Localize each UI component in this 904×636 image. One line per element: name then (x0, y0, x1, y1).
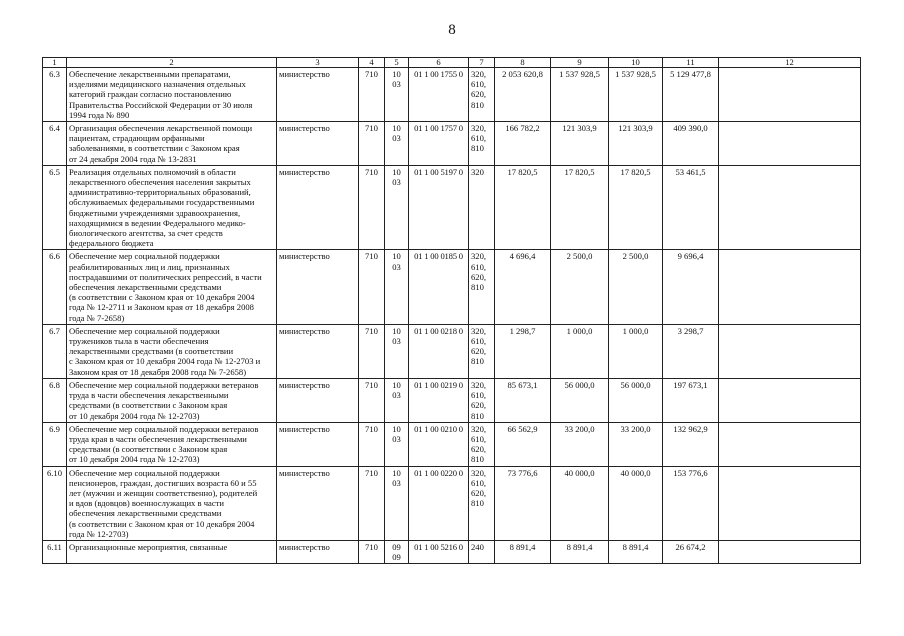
csr-code: 01 1 00 5216 0 (409, 540, 469, 563)
item-name-line: реабилитированных лиц и лиц, признанных (69, 261, 230, 272)
vr-code-line: 320, (471, 423, 487, 434)
csr-code: 01 1 00 0219 0 (409, 378, 469, 422)
item-name-line: Законом края от 18 декабря 2008 года № 7-2658) (69, 366, 247, 377)
item-name-line: от 10 декабря 2004 года № 12-2703) (69, 454, 200, 465)
grbs-code: 710 (359, 422, 385, 466)
column-number: 5 (385, 58, 409, 68)
vr-code-line: 320, (471, 379, 487, 390)
vr-code-line: 320, (471, 325, 487, 336)
amount-total: 5 129 477,8 (663, 68, 719, 122)
item-name-line: Обеспечение мер социальной поддержки ветеранов (69, 379, 259, 390)
vr-code-line: 320, (471, 467, 487, 478)
budget-table (42, 57, 861, 564)
executor: министерство (277, 324, 359, 378)
vr-code-line: 810 (471, 498, 484, 509)
vr-code-line: 320, (471, 123, 487, 134)
item-name-line: пенсионеров, граждан, достигших возраста 60 и 55 (69, 477, 257, 488)
item-name-line: пострадавшими от политических репрессий, в части (69, 271, 262, 282)
item-name-line: (в соответствии с Законом края от 10 декабря 2004 (69, 518, 255, 529)
table-row (43, 378, 861, 422)
amount-total: 409 390,0 (663, 122, 719, 166)
item-name-line: с Законом края от 10 декабря 2004 года № 12-2703 и (69, 356, 261, 367)
rzpr-code: 10 03 (385, 378, 409, 422)
vr-code-line: 620, (471, 89, 487, 100)
table-row (43, 68, 861, 122)
amount-total: 197 673,1 (663, 378, 719, 422)
amount-year-3: 33 200,0 (609, 422, 663, 466)
column-number: 1 (43, 58, 67, 68)
amount-year-1: 8 891,4 (495, 540, 551, 563)
amount-total: 53 461,5 (663, 165, 719, 250)
vr-code-line: 320 (471, 166, 484, 177)
vr-code (469, 250, 495, 324)
column-number: 2 (67, 58, 277, 68)
vr-code-line: 810 (471, 282, 484, 293)
item-name-line: Обеспечение мер социальной поддержки (69, 467, 220, 478)
item-name (67, 68, 277, 122)
item-name-line: (в соответствии с Законом края от 10 декабря 2004 (69, 292, 255, 303)
vr-code (469, 466, 495, 540)
vr-code-line: 610, (471, 433, 487, 444)
item-name-line: лет (мужчин и женщин соответственно), родителей (69, 487, 258, 498)
vr-code (469, 165, 495, 250)
item-name-line: от 10 декабря 2004 года № 12-2703) (69, 410, 200, 421)
note-cell (719, 122, 861, 166)
grbs-code: 710 (359, 165, 385, 250)
column-number: 10 (609, 58, 663, 68)
vr-code-line: 810 (471, 410, 484, 421)
vr-code-line: 810 (471, 99, 484, 110)
amount-year-2: 8 891,4 (551, 540, 609, 563)
item-name-line: от 24 декабря 2004 года № 13-2831 (69, 153, 197, 164)
amount-total: 153 776,6 (663, 466, 719, 540)
amount-year-3: 40 000,0 (609, 466, 663, 540)
amount-year-2: 121 303,9 (551, 122, 609, 166)
item-name-line: Организация обеспечения лекарственной помощи (69, 123, 253, 134)
amount-year-1: 66 562,9 (495, 422, 551, 466)
item-name-line: Обеспечение мер социальной поддержки (69, 251, 220, 262)
column-number: 12 (719, 58, 861, 68)
amount-year-1: 1 298,7 (495, 324, 551, 378)
executor: министерство (277, 378, 359, 422)
vr-code-line: 810 (471, 454, 484, 465)
vr-code-line: 240 (471, 541, 484, 552)
item-number: 6.10 (43, 466, 67, 540)
executor: министерство (277, 540, 359, 563)
grbs-code: 710 (359, 68, 385, 122)
note-cell (719, 165, 861, 250)
executor: министерство (277, 422, 359, 466)
amount-year-1: 85 673,1 (495, 378, 551, 422)
item-name-line: находящимися в ведении Федерального медико- (69, 217, 246, 228)
vr-code-line: 610, (471, 261, 487, 272)
item-name-line: обеспечения лекарственными средствами (69, 508, 222, 519)
vr-code (469, 122, 495, 166)
table-body (43, 58, 861, 564)
rzpr-code: 09 09 (385, 540, 409, 563)
item-number: 6.5 (43, 165, 67, 250)
column-number: 3 (277, 58, 359, 68)
vr-code-line: 610, (471, 133, 487, 144)
amount-year-1: 17 820,5 (495, 165, 551, 250)
amount-year-2: 40 000,0 (551, 466, 609, 540)
grbs-code: 710 (359, 250, 385, 324)
grbs-code: 710 (359, 540, 385, 563)
item-name-line: и вдов (вдовцов) военнослужащих в части (69, 498, 224, 509)
column-number: 11 (663, 58, 719, 68)
item-name-line: обслуживаемых федеральными государственными (69, 197, 255, 208)
amount-year-3: 1 537 928,5 (609, 68, 663, 122)
amount-year-2: 1 537 928,5 (551, 68, 609, 122)
item-name-line: тружеников тыла в части обеспечения (69, 336, 209, 347)
note-cell (719, 540, 861, 563)
item-name (67, 165, 277, 250)
item-name-line: биологического агентства, за счет средств (69, 228, 223, 239)
vr-code-line: 320, (471, 69, 487, 79)
item-name-line: Правительства Российской Федерации от 30 июля (69, 99, 253, 110)
column-number: 8 (495, 58, 551, 68)
vr-code-line: 610, (471, 79, 487, 90)
table-row (43, 422, 861, 466)
item-name-line: года № 12-2703) (69, 528, 129, 539)
amount-total: 132 962,9 (663, 422, 719, 466)
executor: министерство (277, 68, 359, 122)
csr-code: 01 1 00 0185 0 (409, 250, 469, 324)
executor: министерство (277, 466, 359, 540)
item-name-line: 1994 года № 890 (69, 109, 130, 120)
executor: министерство (277, 250, 359, 324)
note-cell (719, 250, 861, 324)
vr-code (469, 540, 495, 563)
note-cell (719, 466, 861, 540)
csr-code: 01 1 00 0210 0 (409, 422, 469, 466)
item-name-line: административно-территориальных образований, (69, 187, 251, 198)
page-number: 8 (448, 22, 456, 38)
csr-code: 01 1 00 1755 0 (409, 68, 469, 122)
grbs-code: 710 (359, 466, 385, 540)
amount-year-2: 56 000,0 (551, 378, 609, 422)
item-name-line: бюджетными учреждениями здравоохранения, (69, 207, 241, 218)
amount-year-3: 121 303,9 (609, 122, 663, 166)
table-row (43, 165, 861, 250)
csr-code: 01 1 00 1757 0 (409, 122, 469, 166)
item-name-line: пациентам, страдающим орфанными (69, 133, 205, 144)
vr-code-line: 320, (471, 251, 487, 262)
amount-total: 26 674,2 (663, 540, 719, 563)
rzpr-code: 10 03 (385, 122, 409, 166)
item-name (67, 378, 277, 422)
amount-year-2: 2 500,0 (551, 250, 609, 324)
vr-code (469, 324, 495, 378)
amount-year-3: 2 500,0 (609, 250, 663, 324)
vr-code-line: 620, (471, 400, 487, 411)
column-number: 9 (551, 58, 609, 68)
rzpr-code: 10 03 (385, 250, 409, 324)
amount-year-3: 17 820,5 (609, 165, 663, 250)
item-name-line: Обеспечение лекарственными препаратами, (69, 69, 231, 79)
vr-code-line: 810 (471, 143, 484, 154)
item-number: 6.7 (43, 324, 67, 378)
item-name (67, 250, 277, 324)
amount-year-2: 17 820,5 (551, 165, 609, 250)
table-row (43, 466, 861, 540)
item-name (67, 422, 277, 466)
executor: министерство (277, 122, 359, 166)
item-number: 6.6 (43, 250, 67, 324)
column-number: 6 (409, 58, 469, 68)
executor: министерство (277, 165, 359, 250)
amount-year-3: 8 891,4 (609, 540, 663, 563)
item-number: 6.11 (43, 540, 67, 563)
amount-total: 3 298,7 (663, 324, 719, 378)
amount-year-3: 1 000,0 (609, 324, 663, 378)
vr-code-line: 620, (471, 444, 487, 455)
item-name-line: Организационные мероприятия, связанные (69, 541, 228, 552)
amount-year-3: 56 000,0 (609, 378, 663, 422)
item-name (67, 122, 277, 166)
item-name-line: обеспечения лекарственными средствами (69, 282, 222, 293)
item-number: 6.9 (43, 422, 67, 466)
item-name-line: труда в части обеспечения лекарственными (69, 390, 229, 401)
note-cell (719, 422, 861, 466)
vr-code-line: 610, (471, 336, 487, 347)
rzpr-code: 10 03 (385, 165, 409, 250)
amount-year-1: 4 696,4 (495, 250, 551, 324)
vr-code-line: 610, (471, 477, 487, 488)
grbs-code: 710 (359, 324, 385, 378)
item-name (67, 466, 277, 540)
rzpr-code: 10 03 (385, 68, 409, 122)
item-name-line: лекарственными средствами (в соответствии (69, 346, 234, 357)
item-name-line: года № 12-2711 и Законом края от 18 декабря 2008 (69, 302, 254, 313)
item-name-line: Обеспечение мер социальной поддержки (69, 325, 220, 336)
vr-code-line: 810 (471, 356, 484, 367)
vr-code-line: 620, (471, 487, 487, 498)
csr-code: 01 1 00 5197 0 (409, 165, 469, 250)
grbs-code: 710 (359, 122, 385, 166)
item-number: 6.4 (43, 122, 67, 166)
column-number: 7 (469, 58, 495, 68)
item-name-line: федерального бюджета (69, 238, 154, 249)
note-cell (719, 68, 861, 122)
table-row (43, 250, 861, 324)
item-number: 6.3 (43, 68, 67, 122)
item-name-line: категорий граждан согласно постановлению (69, 89, 232, 100)
rzpr-code: 10 03 (385, 324, 409, 378)
rzpr-code: 10 03 (385, 466, 409, 540)
item-name-line: года № 7-2658) (69, 312, 125, 323)
item-name-line: Реализация отдельных полномочий в области (69, 166, 236, 177)
rzpr-code: 10 03 (385, 422, 409, 466)
amount-year-1: 73 776,6 (495, 466, 551, 540)
vr-code (469, 68, 495, 122)
amount-year-1: 166 782,2 (495, 122, 551, 166)
vr-code-line: 610, (471, 390, 487, 401)
item-name-line: Обеспечение мер социальной поддержки ветеранов (69, 423, 259, 434)
amount-total: 9 696,4 (663, 250, 719, 324)
item-name (67, 324, 277, 378)
vr-code (469, 378, 495, 422)
vr-code-line: 620, (471, 346, 487, 357)
amount-year-1: 2 053 620,8 (495, 68, 551, 122)
table-row (43, 540, 861, 563)
item-name-line: лекарственного обеспечения населения закрытых (69, 177, 251, 188)
table-row (43, 324, 861, 378)
item-name-line: труда края в части обеспечения лекарственными (69, 433, 247, 444)
grbs-code: 710 (359, 378, 385, 422)
table-row (43, 122, 861, 166)
column-number: 4 (359, 58, 385, 68)
column-number-row (43, 58, 861, 68)
vr-code (469, 422, 495, 466)
item-name-line: заболеваниями, в соответствии с Законом края (69, 143, 240, 154)
item-name (67, 540, 277, 563)
csr-code: 01 1 00 0218 0 (409, 324, 469, 378)
amount-year-2: 1 000,0 (551, 324, 609, 378)
amount-year-2: 33 200,0 (551, 422, 609, 466)
item-name-line: средствами (в соответствии с Законом края (69, 444, 228, 455)
vr-code-line: 620, (471, 271, 487, 282)
note-cell (719, 324, 861, 378)
item-name-line: средствами (в соответствии с Законом края (69, 400, 228, 411)
item-number: 6.8 (43, 378, 67, 422)
csr-code: 01 1 00 0220 0 (409, 466, 469, 540)
item-name-line: изделиями медицинского назначения отдельных (69, 79, 246, 90)
note-cell (719, 378, 861, 422)
